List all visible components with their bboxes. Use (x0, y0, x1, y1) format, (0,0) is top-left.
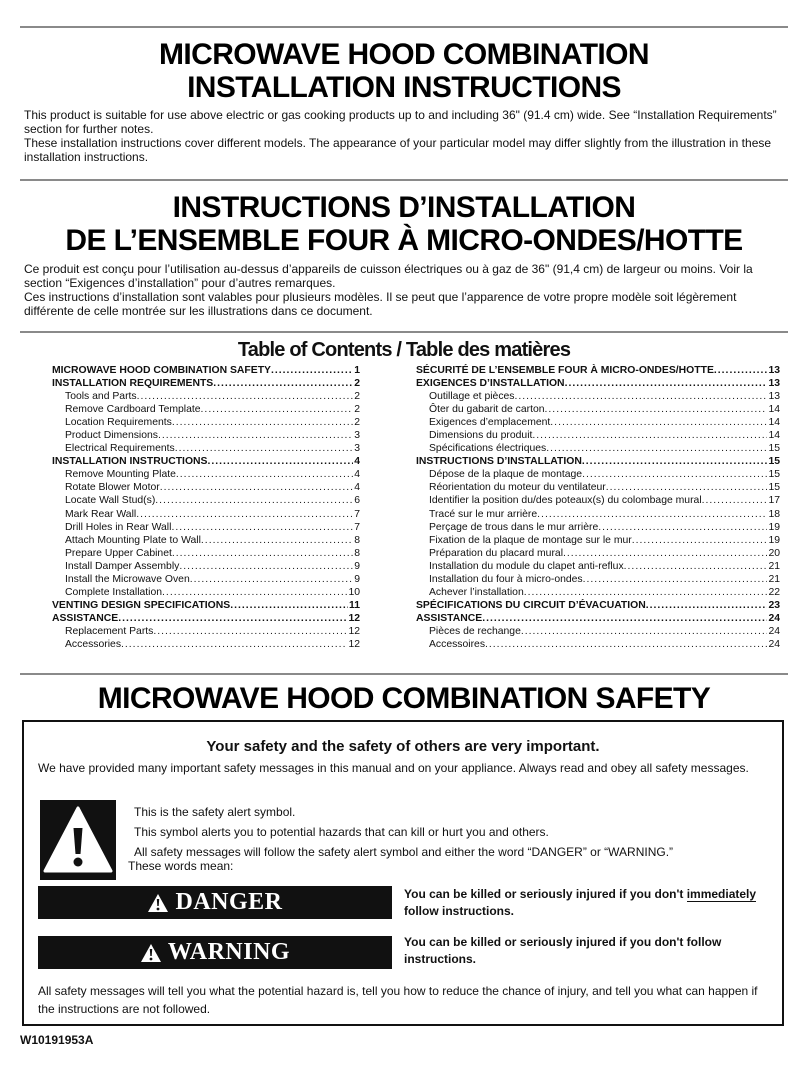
toc-leader-dots (201, 403, 354, 416)
intro-en-p2: These installation instructions cover different models. The appearance of your particular model may differ slightly from the illustration in these installation instructions. (24, 136, 772, 164)
toc-entry[interactable] (52, 403, 360, 416)
toc-entry-page: 15 (768, 482, 780, 494)
toc-entry[interactable] (52, 494, 360, 507)
toc-entry-label: Prepare Upper Cabinet (65, 547, 172, 559)
toc-entry[interactable] (416, 455, 780, 468)
safety-footer: All safety messages will tell you what the potential hazard is, tell you how to reduce the chance of injury, and tell you what can happen if the instructions are not followed. (38, 984, 758, 1016)
toc-entry-page: 24 (768, 612, 780, 624)
toc-entry-label: Installation du four à micro-ondes (429, 573, 583, 585)
toc-entry[interactable] (416, 573, 780, 586)
toc-leader-dots (485, 638, 767, 651)
toc-leader-dots (175, 442, 353, 455)
toc-entry[interactable] (416, 390, 780, 403)
safety-line-1: This is the safety alert symbol. (134, 805, 296, 819)
rule-fr (20, 179, 788, 181)
toc-entry-label: Outillage et pièces (429, 391, 515, 403)
safety-symbol-explanation (128, 802, 754, 876)
toc-entry-page: 24 (768, 625, 780, 637)
toc-entry-label: Tracé sur le mur arrière (429, 508, 538, 520)
toc-entry-label: Product Dimensions (65, 430, 158, 442)
toc-entry-page: 21 (768, 573, 780, 585)
toc-leader-dots (563, 547, 767, 560)
toc-leader-dots (118, 612, 347, 625)
toc-leader-dots (537, 508, 767, 521)
toc-entry-page: 11 (349, 599, 360, 611)
toc-entry-label: Install Damper Assembly (65, 560, 180, 572)
toc-entry-label: Dimensions du produit (429, 430, 533, 442)
toc-leader-dots (583, 573, 768, 586)
toc-entry-label: Installation du module du clapet anti-reflux (429, 560, 624, 572)
toc-entry[interactable] (52, 508, 360, 521)
toc-entry[interactable] (416, 442, 780, 455)
toc-entry[interactable] (52, 442, 360, 455)
intro-en (24, 108, 788, 164)
toc-entry[interactable] (52, 416, 360, 429)
toc-entry-label: Location Requirements (65, 417, 172, 429)
toc-entry-label: MICROWAVE HOOD COMBINATION SAFETY (52, 365, 271, 376)
warning-description: You can be killed or seriously injured if you don't follow instructions. (404, 935, 722, 966)
toc-entry-label: Exigences d’emplacement (429, 417, 551, 429)
toc-leader-dots (271, 364, 353, 377)
toc-column-english (52, 364, 360, 651)
toc-entry[interactable] (416, 468, 780, 481)
warning-alert-icon (140, 943, 162, 963)
toc-entry-page: 10 (348, 586, 360, 598)
safety-line-4: These words mean: (128, 859, 234, 873)
toc-entry-label: Perçage de trous dans le mur arrière (429, 521, 599, 533)
toc-entry-label: INSTALLATION INSTRUCTIONS (52, 456, 208, 468)
toc-entry-page: 22 (768, 586, 780, 598)
toc-entry-label: Fixation de la plaque de montage sur le mur (429, 534, 632, 546)
toc-entry-page: 17 (768, 495, 780, 507)
toc-entry-page: 13 (768, 365, 780, 376)
title-line-1: MICROWAVE HOOD COMBINATION (159, 38, 649, 71)
toc-entry-page: 15 (768, 443, 780, 455)
toc-leader-dots (606, 481, 768, 494)
toc-entry[interactable] (416, 429, 780, 442)
title-fr-line-1: INSTRUCTIONS D’INSTALLATION (172, 191, 636, 224)
toc-entry[interactable] (416, 494, 780, 507)
safety-box (22, 720, 784, 1026)
toc-leader-dots (624, 560, 768, 573)
toc-entry[interactable] (52, 534, 360, 547)
toc-entry-page: 4 (354, 456, 360, 468)
top-rule (20, 26, 788, 28)
toc-leader-dots (582, 468, 767, 481)
toc-entry-label: SPÉCIFICATIONS DU CIRCUIT D’ÉVACUATION (416, 599, 646, 611)
toc-leader-dots (153, 625, 347, 638)
toc-leader-dots (172, 416, 353, 429)
toc-entry-page: 21 (768, 560, 780, 572)
toc-entry-page: 24 (768, 638, 780, 650)
danger-text-emphasis: immediately (686, 887, 757, 901)
toc-entry[interactable] (416, 508, 780, 521)
toc-leader-dots (207, 455, 353, 468)
toc-leader-dots (582, 455, 768, 468)
toc-entry[interactable] (52, 377, 360, 390)
toc-entry[interactable] (416, 612, 780, 625)
toc-entry-label: Accessoires (429, 638, 486, 650)
toc-entry-page: 18 (768, 508, 780, 520)
toc-entry[interactable] (52, 390, 360, 403)
danger-text-post: follow instructions. (404, 904, 514, 918)
toc-leader-dots (521, 625, 768, 638)
toc-leader-dots (213, 377, 353, 390)
toc-leader-dots (545, 403, 768, 416)
toc-leader-dots (514, 390, 767, 403)
toc-leader-dots (155, 494, 353, 507)
toc-entry[interactable] (416, 625, 780, 638)
toc-leader-dots (160, 481, 354, 494)
toc-entry-page: 12 (348, 638, 360, 650)
toc-entry-label: Dépose de la plaque de montage (429, 469, 583, 481)
safety-heading: Your safety and the safety of others are very important. (206, 738, 600, 755)
toc-entry-page: 13 (768, 378, 780, 390)
toc-entry-label: Identifier la position du/des poteaux(s) du colombage mural (429, 495, 702, 507)
toc-entry-page: 19 (768, 534, 780, 546)
toc-entry-page: 3 (354, 430, 360, 442)
safety-alert-icon (40, 800, 116, 880)
toc-entry-page: 2 (354, 404, 360, 416)
toc-entry[interactable] (52, 599, 360, 612)
toc-entry-page: 6 (354, 495, 360, 507)
rule-safety (20, 673, 788, 675)
toc-entry-page: 8 (354, 534, 360, 546)
toc-entry[interactable] (52, 573, 360, 586)
toc-entry-page: 12 (348, 612, 360, 624)
toc-entry-label: Electrical Requirements (65, 443, 175, 455)
toc-entry[interactable] (416, 364, 780, 377)
toc-entry-page: 4 (354, 482, 360, 494)
toc-leader-dots (482, 612, 767, 625)
toc-entry-label: Spécifications électriques (429, 443, 547, 455)
danger-description (404, 886, 772, 920)
toc-entry-page: 8 (354, 547, 360, 559)
toc-leader-dots (714, 364, 768, 377)
toc-leader-dots (171, 521, 353, 534)
toc-entry-page: 14 (768, 404, 780, 416)
page-title-fr (20, 191, 788, 257)
toc-entry[interactable] (416, 586, 780, 599)
toc-entry-label: Complete Installation (65, 586, 163, 598)
toc-entry-page: 7 (354, 508, 360, 520)
toc-entry[interactable] (52, 364, 360, 377)
toc-entry-page: 14 (768, 430, 780, 442)
toc-entry-page: 14 (768, 417, 780, 429)
toc-entry-label: EXIGENCES D’INSTALLATION (416, 378, 565, 390)
toc-entry-label: Achever l’installation (429, 586, 524, 598)
toc-entry-label: Replacement Parts (65, 625, 154, 637)
toc-entry-label: Réorientation du moteur du ventilateur (429, 482, 606, 494)
safety-line-2: This symbol alerts you to potential hazards that can kill or hurt you and others. (134, 825, 549, 839)
toc-leader-dots (598, 521, 767, 534)
toc-entry-label: INSTRUCTIONS D’INSTALLATION (416, 456, 582, 468)
toc-entry[interactable] (416, 416, 780, 429)
toc-entry-page: 2 (354, 391, 360, 403)
safety-intro: We have provided many important safety messages in this manual and on your appliance. Always read and obey all safety messages. (38, 761, 749, 775)
alert-triangle-icon (40, 800, 116, 880)
safety-line-3: All safety messages will follow the safety alert symbol and either the word “DANGER” or “WARNING.” (134, 845, 674, 859)
toc-leader-dots (550, 416, 767, 429)
toc-entry-label: Locate Wall Stud(s) (65, 495, 156, 507)
toc-entry[interactable] (52, 481, 360, 494)
intro-en-p1: This product is suitable for use above electric or gas cooking products up to and including 36" (91.4 cm) wide. See “Installation Requirements” section for further notes. (24, 108, 777, 136)
toc-entry[interactable] (52, 625, 360, 638)
toc-leader-dots (565, 377, 768, 390)
toc-leader-dots (532, 429, 767, 442)
warning-signal-bar (38, 936, 392, 969)
toc-entry-label: INSTALLATION REQUIREMENTS (52, 378, 214, 390)
danger-signal-bar (38, 886, 392, 919)
intro-fr-p1: Ce produit est conçu pour l’utilisation au-dessus d’appareils de cuisson électriques ou à gaz de 36" (91,4 cm) de largeur ou moins. Voir la section “Exigences d’installation” pour d’autres remarques. (24, 262, 753, 290)
toc-entry[interactable] (52, 612, 360, 625)
toc-entry-page: 20 (768, 547, 780, 559)
toc-leader-dots (524, 586, 768, 599)
toc-entry-label: SÉCURITÉ DE L’ENSEMBLE FOUR À MICRO-ONDES/HOTTE (416, 365, 714, 376)
toc-entry-label: Install the Microwave Oven (65, 573, 190, 585)
toc-entry[interactable] (416, 599, 780, 612)
toc-entry-page: 4 (354, 469, 360, 481)
toc-entry[interactable] (52, 521, 360, 534)
toc-leader-dots (190, 573, 353, 586)
toc-leader-dots (172, 547, 353, 560)
title-line-2: INSTALLATION INSTRUCTIONS (187, 71, 621, 104)
toc-entry-label: VENTING DESIGN SPECIFICATIONS (52, 599, 231, 611)
toc-entry-page: 9 (354, 573, 360, 585)
toc-entry-label: Pièces de rechange (429, 625, 521, 637)
toc-title: Table of Contents / Table des matières (237, 339, 571, 361)
toc-column-french (416, 364, 780, 651)
toc-entry-label: Rotate Blower Motor (65, 482, 160, 494)
warning-label: WARNING (167, 939, 291, 965)
toc-leader-dots (546, 442, 767, 455)
danger-text-pre: You can be killed or seriously injured if you don't (404, 887, 687, 901)
toc-entry-label: ASSISTANCE (416, 612, 483, 624)
toc-entry-label: Remove Mounting Plate (65, 469, 176, 481)
toc-leader-dots (158, 429, 353, 442)
toc-entry[interactable] (52, 429, 360, 442)
toc-entry[interactable] (52, 638, 360, 651)
danger-label: DANGER (175, 889, 283, 915)
toc-entry-label: Drill Holes in Rear Wall (65, 521, 172, 533)
toc-leader-dots (632, 534, 768, 547)
toc-entry[interactable] (416, 521, 780, 534)
toc-entry-label: ASSISTANCE (52, 612, 119, 624)
toc-entry-page: 15 (768, 456, 780, 468)
toc-entry-page: 1 (354, 365, 360, 376)
danger-alert-icon (147, 893, 169, 913)
toc-entry[interactable] (52, 455, 360, 468)
intro-fr (24, 262, 788, 318)
toc-entry[interactable] (52, 586, 360, 599)
toc-entry-page: 7 (354, 521, 360, 533)
toc-entry[interactable] (52, 468, 360, 481)
toc-entry-label: Préparation du placard mural (429, 547, 563, 559)
toc-leader-dots (176, 468, 353, 481)
toc-entry-label: Remove Cardboard Template (65, 404, 201, 416)
toc-entry[interactable] (416, 403, 780, 416)
toc-entry-page: 2 (354, 378, 360, 390)
safety-title: MICROWAVE HOOD COMBINATION SAFETY (97, 682, 711, 715)
toc-entry[interactable] (52, 560, 360, 573)
toc-entry[interactable] (416, 547, 780, 560)
toc-entry-page: 23 (768, 599, 780, 611)
toc-leader-dots (230, 599, 348, 612)
toc-leader-dots (702, 494, 768, 507)
toc-leader-dots (137, 390, 354, 403)
toc-entry-page: 19 (768, 521, 780, 533)
document-number: W10191953A (20, 1033, 94, 1047)
toc-leader-dots (121, 638, 347, 651)
toc-entry[interactable] (52, 547, 360, 560)
toc-leader-dots (646, 599, 768, 612)
rule-toc (20, 331, 788, 333)
toc-entry-page: 3 (354, 443, 360, 455)
page-title-en (20, 38, 788, 104)
toc-leader-dots (201, 534, 353, 547)
toc-entry-label: Attach Mounting Plate to Wall (65, 534, 201, 546)
toc-leader-dots (179, 560, 353, 573)
toc-entry-label: Mark Rear Wall (65, 508, 137, 520)
toc-entry-label: Tools and Parts (65, 391, 137, 403)
toc-leader-dots (136, 508, 353, 521)
toc-entry[interactable] (416, 638, 780, 651)
toc-entry[interactable] (416, 481, 780, 494)
toc-entry[interactable] (416, 377, 780, 390)
toc-entry[interactable] (416, 560, 780, 573)
toc-entry-label: Ôter du gabarit de carton (429, 404, 545, 416)
toc-entry-page: 15 (768, 469, 780, 481)
toc-entry-page: 13 (768, 391, 780, 403)
toc-entry-page: 2 (354, 417, 360, 429)
toc-leader-dots (162, 586, 347, 599)
intro-fr-p2: Ces instructions d’installation sont valables pour plusieurs modèles. Il se peut que l’apparence de votre propre modèle soit légèrement différente de celle montrée sur les illustrations dans ce document. (24, 290, 737, 318)
title-fr-line-2: DE L’ENSEMBLE FOUR À MICRO-ONDES/HOTTE (65, 224, 743, 257)
toc-entry-label: Accessories (65, 638, 122, 650)
toc-entry-page: 12 (348, 625, 360, 637)
toc-entry[interactable] (416, 534, 780, 547)
toc-entry-page: 9 (354, 560, 360, 572)
